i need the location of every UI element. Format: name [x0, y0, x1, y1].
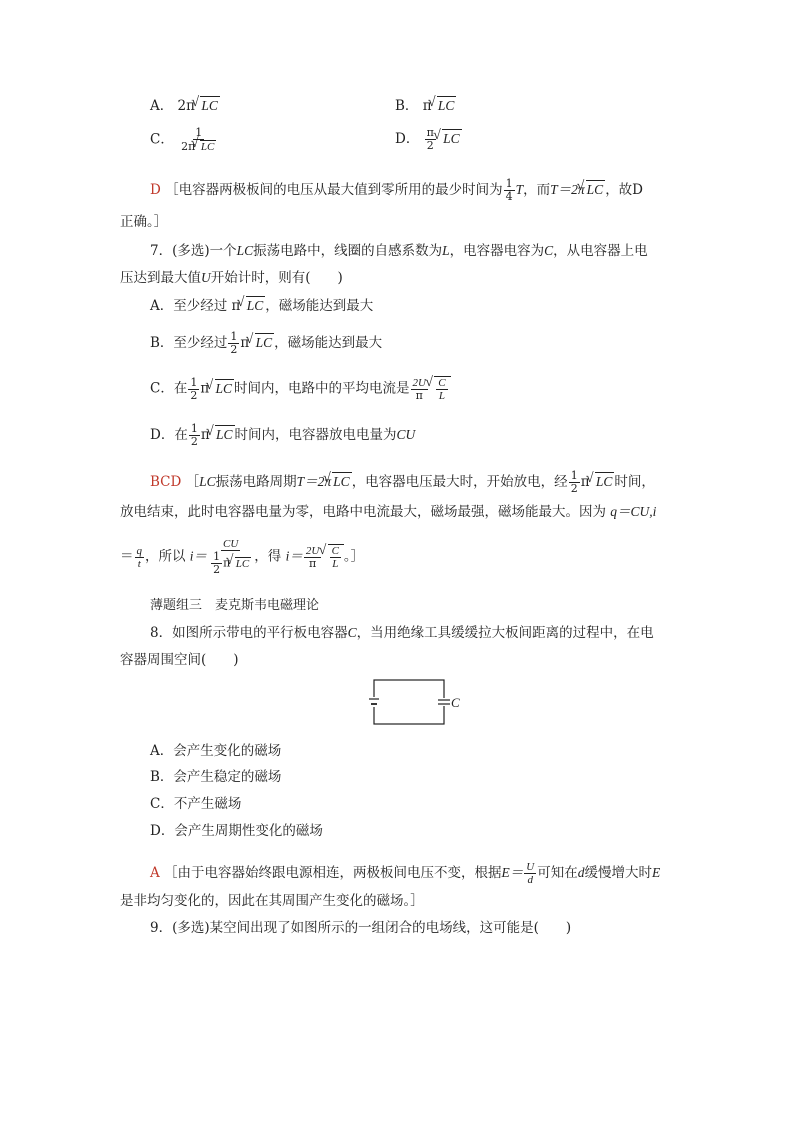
- q8-stem-line1: [150, 624, 654, 642]
- denominator: 2: [190, 435, 198, 448]
- sqrt-lc: √ LC: [215, 425, 235, 444]
- answer-text: ，故D: [605, 182, 644, 198]
- numerator: √ C: [438, 377, 446, 389]
- denominator: π: [308, 556, 317, 570]
- sqrt-lc: √ LC: [586, 180, 606, 199]
- answer-text: 。］: [343, 548, 365, 565]
- option-text: 时间内，电路中的平均电流是: [234, 380, 410, 397]
- stem-text: ，从电容器上电: [553, 243, 648, 259]
- numerator: 1: [505, 177, 513, 190]
- q6-option-b: [395, 96, 456, 115]
- sqrt-lc: √ LC: [200, 96, 220, 115]
- q6-answer-line2: [120, 213, 167, 231]
- answer-text: 是非均匀变化的，因此在其周围产生变化的磁场。］: [120, 893, 424, 909]
- equals: ＝: [120, 548, 134, 565]
- option-label: B．: [395, 98, 419, 114]
- stem-text: ，当用绝缘工具缓缓拉大板间距离的过程中，在电: [356, 625, 654, 641]
- option-text: D．会产生周期性变化的磁场: [150, 823, 323, 839]
- fraction: [208, 538, 253, 576]
- option-label: D．: [395, 131, 420, 147]
- stem-text: 压达到最大值: [120, 270, 201, 286]
- answer-text: ，所以: [145, 548, 186, 565]
- fraction: [228, 331, 239, 356]
- denominator: L: [332, 557, 339, 570]
- sqrt-fraction: [434, 376, 450, 402]
- q8-answer-line1: [150, 861, 660, 886]
- var: C: [544, 243, 554, 258]
- period-expr: T＝2π: [296, 474, 332, 489]
- fraction: [135, 545, 145, 570]
- numerator: 2U: [412, 376, 426, 389]
- q7-answer-line2: [120, 503, 656, 521]
- var: LC: [199, 474, 216, 489]
- q7-option-a: [150, 296, 373, 315]
- answer-text: 正确。］: [120, 214, 168, 230]
- fraction: [504, 178, 515, 203]
- var-t: T: [515, 182, 524, 197]
- section-heading: [150, 597, 319, 615]
- sqrt-lc: √ LC: [235, 557, 251, 570]
- numerator: 1: [230, 330, 238, 343]
- denominator: 2: [426, 139, 434, 152]
- var: LC: [236, 243, 254, 258]
- sqrt-lc: √ LC: [215, 379, 235, 398]
- pi: π: [200, 427, 210, 443]
- answer-text: 放电结束，此时电容器电量为零，电路中电流最大，磁场最强，磁场能最大。因为: [120, 504, 606, 520]
- option-text: B．至少经过: [150, 335, 228, 351]
- fraction: [330, 545, 341, 570]
- numerator: π: [426, 126, 434, 139]
- q7-answer-line1: [150, 470, 655, 495]
- answer-text: ，得: [254, 548, 282, 565]
- stem-text: 容器周围空间( ): [120, 652, 239, 668]
- option-text: 时间内，电容器放电电量为: [234, 427, 397, 443]
- option-text: C．不产生磁场: [150, 796, 242, 812]
- q8-answer-line2: [120, 892, 424, 910]
- var: d: [577, 865, 585, 880]
- numerator: CU: [223, 538, 239, 550]
- var: CU: [396, 427, 416, 442]
- q6-option-a: [150, 96, 220, 115]
- pi: π: [223, 556, 231, 570]
- formula: i＝: [285, 548, 303, 564]
- answer-key: A: [150, 865, 160, 881]
- sqrt-lc: √ LC: [246, 296, 266, 315]
- stem-text: 7．(多选)一个: [150, 243, 237, 259]
- denominator: L: [438, 390, 446, 402]
- q9-stem-line1: [150, 919, 571, 937]
- answer-text: ，电容器电压最大时，开始放电，经: [351, 474, 568, 490]
- sqrt-lc: √ LC: [595, 472, 615, 491]
- q8-option-a: [150, 742, 281, 760]
- answer-text: ［: [185, 474, 200, 490]
- period-expr: T＝2π: [550, 182, 585, 197]
- pi: π: [580, 474, 590, 490]
- q6-answer-line1: [150, 178, 643, 203]
- answer-key: D: [150, 182, 161, 198]
- answer-text: 缓慢增大时: [584, 865, 652, 881]
- q8-stem-line2: [120, 651, 239, 669]
- var: E: [652, 865, 661, 880]
- var: U: [201, 270, 211, 285]
- stem-text: 9．(多选)某空间出现了如图所示的一组闭合的电场线，这可能是( ): [150, 920, 572, 936]
- fraction: [188, 377, 199, 402]
- var: C: [347, 625, 357, 640]
- denominator: 2: [213, 563, 221, 576]
- denominator: 4: [505, 190, 513, 203]
- q8-option-c: [150, 795, 241, 813]
- numerator: √ C: [331, 544, 339, 557]
- answer-key: BCD: [150, 474, 182, 490]
- q7-stem-line1: [150, 242, 648, 260]
- answer-text: ，而: [523, 182, 551, 198]
- q8-option-b: [150, 768, 281, 786]
- formula: E＝: [501, 865, 524, 880]
- denominator: 2: [230, 343, 238, 356]
- coef: 2π: [177, 98, 196, 114]
- coef: 2π: [181, 140, 196, 153]
- numerator: 1: [190, 375, 198, 389]
- numerator: 1: [570, 469, 578, 482]
- denominator: d: [527, 874, 534, 886]
- fraction: [524, 861, 536, 886]
- sqrt-lc: √ LC: [442, 129, 462, 148]
- numerator: q: [136, 544, 142, 557]
- fraction: [569, 470, 580, 495]
- answer-text: ［电容器两极板间的电压从最大值到零所用的最少时间为: [165, 182, 503, 198]
- formula: i＝: [189, 548, 208, 564]
- answer-text: 时间，: [614, 474, 655, 490]
- numerator: 2U: [305, 544, 320, 557]
- fraction: [436, 377, 447, 402]
- fraction: [211, 551, 222, 576]
- answer-text: 振荡电路周期: [215, 474, 297, 490]
- stem-text: 开始计时，则有( ): [210, 270, 343, 286]
- option-text: ，磁场能达到最大: [265, 298, 374, 314]
- option-text: D．在: [150, 427, 188, 443]
- sqrt-lc: √ LC: [332, 472, 352, 491]
- q7-answer-line3: [120, 538, 364, 576]
- q7-option-b: [150, 331, 382, 356]
- q7-stem-line2: [120, 269, 343, 287]
- q7-option-d: [150, 423, 415, 448]
- q8-option-d: [150, 822, 323, 840]
- capacitor-label: C: [451, 695, 460, 710]
- circuit-diagram: [366, 676, 466, 728]
- numerator: U: [526, 861, 535, 873]
- option-text: C．在: [150, 380, 188, 397]
- denominator: 2: [570, 482, 578, 495]
- capacitor-gap: [438, 698, 450, 706]
- option-label: C．: [150, 131, 174, 148]
- denominator: π: [415, 388, 423, 402]
- sqrt-lc: √ LC: [200, 140, 216, 153]
- circuit-wire: [374, 680, 444, 724]
- var: L: [442, 243, 450, 258]
- q6-option-c: [150, 127, 219, 153]
- denominator: 2: [190, 388, 198, 402]
- pi: π: [240, 335, 250, 351]
- stem-text: ，电容器电容为: [449, 243, 545, 259]
- denominator: [179, 140, 218, 153]
- fraction: [189, 423, 200, 448]
- heading-text: 薄题组三 麦克斯韦电磁理论: [150, 598, 320, 613]
- sqrt-lc: √ LC: [437, 96, 457, 115]
- q7-option-c: [150, 376, 451, 402]
- denominator: [208, 551, 253, 576]
- answer-text: ［由于电容器始终跟电源相连，两极板间电压不变，根据: [164, 865, 502, 881]
- pi: π: [200, 380, 210, 397]
- coef: π: [422, 98, 432, 114]
- numerator: 1: [195, 126, 203, 139]
- answer-text: 可知在: [537, 865, 578, 881]
- formula: q＝CU,i: [610, 504, 657, 519]
- option-text: ，磁场能达到最大: [274, 335, 383, 351]
- fraction: [179, 127, 218, 153]
- stem-text: 8．如图所示带电的平行板电容器: [150, 625, 348, 641]
- stem-text: 振荡电路中，线圈的自感系数为: [253, 243, 443, 259]
- denominator: t: [137, 557, 141, 570]
- q6-option-d: [395, 127, 462, 152]
- sqrt-lc: √ LC: [255, 333, 275, 352]
- sqrt-fraction: [328, 544, 344, 570]
- numerator: 1: [190, 422, 198, 435]
- option-text: A．至少经过 π: [150, 298, 241, 314]
- option-text: A．会产生变化的磁场: [150, 743, 282, 759]
- numerator: 1: [213, 550, 221, 563]
- option-text: B．会产生稳定的磁场: [150, 769, 282, 785]
- option-label: A．: [150, 98, 174, 114]
